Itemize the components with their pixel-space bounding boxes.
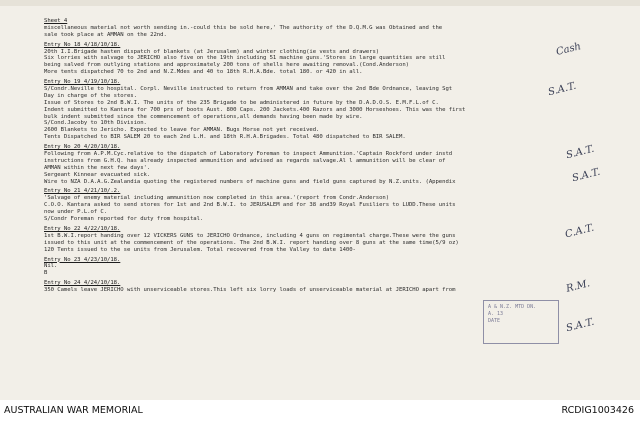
text-line: now under P.L.of C. [44,209,108,216]
text-line: 20th I.I.Brigade hasten dispatch of blankets (at Jerusalem) and winter clothing(ie vests and drawers) [44,48,380,55]
pencil-annotation: S.A.T. [565,316,596,335]
stamp-line: A & N.Z. MTD DN. [488,304,537,310]
entry-heading: Entry No 19 4/19/10/18. [44,79,121,86]
text-line: issued to this unit at the commencement of the operations. The 2nd B.W.I. report handing over 8 guns at the same time(5/9 oz) [44,239,459,246]
text-line: Nil. [44,263,58,270]
pencil-annotation: S.A.T. [565,143,596,162]
text-line: C.O.O. Kantara asked to send stores for 1st and 2nd B.W.I. to JERUSALEM and for 38 and39 Royal Fusiliers to LUDD.These units [44,202,456,209]
text-line: Six lorries with salvage to JERICHO also five on the 19th including 51 machine guns.'Stores in large quantities are still [44,55,446,62]
entry-heading: Entry No 20 4/20/10/18. [44,144,121,151]
pencil-annotation: S.A.T. [571,166,602,185]
entry-heading: Entry No 23 4/23/10/18. [44,256,121,263]
pencil-annotation: Cash [555,41,583,58]
footer-bar [0,400,640,421]
text-line: bulk indent submitted since the commencement of operations,all demands having been made by wire. [44,113,363,120]
text-line: More tents dispatched 70 to 2nd and N.Z.Mdes and 40 to 18th R.H.A.Bde. total 180. or 420 in all. [44,69,363,76]
stamp-line: DATE [488,318,501,324]
text-line: Tents Dispatched to BIR SALEM 20 to each 2nd L.H. and 18th R.H.A.Brigades. Total 480 dispatched to BIR SALEM. [44,134,406,141]
text-line: Indent submitted to Kantara for 700 prs of boots Aust. 800 Caps. 200 Jackets.400 Razors and 3000 Horseshoes. This was the first [44,106,466,113]
entry-heading: Sheet 4 [44,18,68,24]
entry-heading: Entry No 18 4/18/10/18. [44,41,121,48]
text-line: B [44,270,48,277]
text-line: 350 Camels leave JERICHO with unserviceable stores.This left six lorry loads of unserviceable material at JERICHO apart from [44,287,456,294]
pencil-annotation: C.A.T. [564,222,596,241]
text-line: AMMAN within the next few days'. [44,164,151,171]
text-line: Day in charge of the stores. [44,92,137,99]
footer-record-id: RCDIG1003426 [561,405,634,416]
received-stamp [483,300,559,344]
text-line: 'Salvage of enemy material including ammunition now completed in this area.'(report from Condr.Anderson) [44,195,390,202]
text-line: miscellaneous material not worth sending in.-could this be sold here,' The authority of the D.Q.M.G was Obtained and the [44,24,443,31]
text-line: 120 Tents issued to the se units from Jerusalem. Total recovered from the Valley to date 1400- [44,246,356,253]
pencil-annotation: R.M. [565,278,592,295]
text-line: S/Condr Foreman reported for duty from hospital. [44,216,204,223]
text-line: being salved from outlying stations and approximately 200 tons of shells here awaiting removal.(Cond.Anderson) [44,62,409,69]
stamp-line: A. 13 [488,311,504,317]
entry-heading: Entry No 24 4/24/10/18. [44,280,121,287]
text-line: 1st B.W.I.report handing over 12 VICKERS GUNS to JERICHO Ordnance, including 4 guns on regimental charge.These were the guns [44,232,456,239]
text-line: instructions from G.H.Q. has already inspected ammunition and advised as regards salvage.Al l ammunition will be clear of [44,157,446,164]
text-line: Sergeant Kinnear evacuated sick. [44,171,151,178]
entry-heading: Entry No 22 4/22/10/18. [44,225,121,232]
text-line: Wire to NZA D.A.A.G.Zealandia quoting the registered numbers of machine guns and field guns captured by N.Z.units. (Appendix [44,178,456,185]
page-top-edge [0,0,640,6]
text-line: 2600 Blankets to Jericho. Expected to leave for AMMAN. Bugs Horse not yet received. [44,127,320,134]
text-line: sale took place at AMMAN on the 22nd. [44,31,167,38]
text-line: Following from A.P.M.Cyc.relative to the dispatch of Laboratory Foreman to inspect Ammunition.'Captain Rockford under instd [44,151,453,158]
text-line: S/Cond.Jacoby to 10th Division. [44,120,147,127]
footer-institution: AUSTRALIAN WAR MEMORIAL [4,405,143,416]
text-line: S/Condr.Neville to hospital. Corpl. Neville instructed to return from AMMAN and take over the 2nd Bde Ordnance, leaving Sgt [44,86,453,93]
entry-heading: Entry No 21 4/21/10/.2. [44,188,121,195]
text-line: Issue of Stores to 2nd B.W.I. The units of the 235 Brigade to be administered in future by the D.A.D.O.S. E.M.F.L.of C. [44,99,439,106]
pencil-annotation: S.A.T. [547,80,578,99]
